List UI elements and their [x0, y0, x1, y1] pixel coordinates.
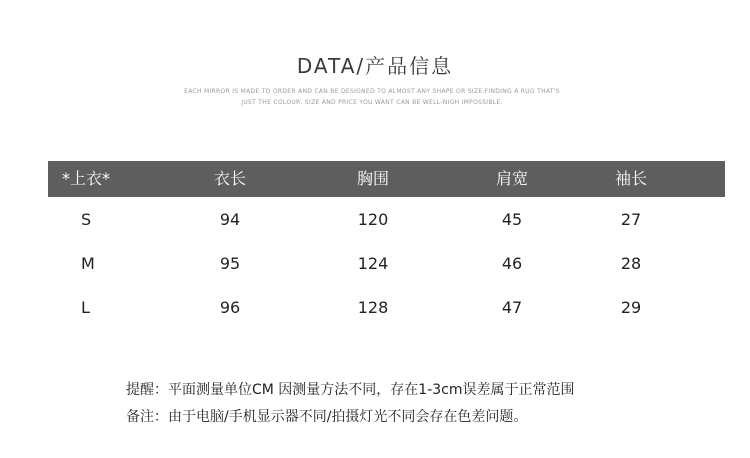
- header-category: *上衣*: [62, 169, 111, 188]
- sleeve-cell: 27: [620, 210, 642, 229]
- table-row: [48, 241, 725, 285]
- chest-cell: 128: [357, 298, 389, 317]
- table-row: [48, 285, 725, 329]
- header-chest: 胸围: [356, 169, 390, 188]
- header-shoulder: 肩宽: [495, 169, 529, 188]
- measurement-note: 提醒：平面测量单位CM 因测量方法不同，存在1-3cm误差属于正常范围: [126, 382, 575, 398]
- length-cell: 95: [219, 254, 241, 273]
- size-table-header: [48, 161, 725, 197]
- table-row: [48, 197, 725, 241]
- shoulder-cell: 47: [501, 298, 523, 317]
- color-difference-note: 备注：由于电脑/手机显示器不同/拍摄灯光不同会存在色差问题。: [126, 409, 528, 425]
- chest-cell: 124: [357, 254, 389, 273]
- size-cell: L: [81, 298, 90, 317]
- header-sleeve: 袖长: [614, 169, 648, 188]
- shoulder-cell: 45: [501, 210, 523, 229]
- size-cell: S: [81, 210, 92, 229]
- subtitle-line-2: JUST THE COLOUR, SIZE AND PRICE YOU WANT CAN BE WELL-NIGH IMPOSSIBLE.: [241, 99, 503, 106]
- header-length: 衣长: [213, 169, 247, 188]
- page-title: DATA/产品信息: [296, 54, 454, 78]
- size-cell: M: [81, 254, 95, 273]
- length-cell: 94: [219, 210, 241, 229]
- size-table: [48, 161, 725, 329]
- subtitle-line-1: EACH MIRROR IS MADE TO ORDER AND CAN BE DESIGNED TO ALMOST ANY SHAPE OR SIZE.FINDING A RUG THAT'S: [184, 88, 560, 95]
- sleeve-cell: 29: [620, 298, 642, 317]
- chest-cell: 120: [357, 210, 389, 229]
- shoulder-cell: 46: [501, 254, 523, 273]
- sleeve-cell: 28: [620, 254, 642, 273]
- length-cell: 96: [219, 298, 241, 317]
